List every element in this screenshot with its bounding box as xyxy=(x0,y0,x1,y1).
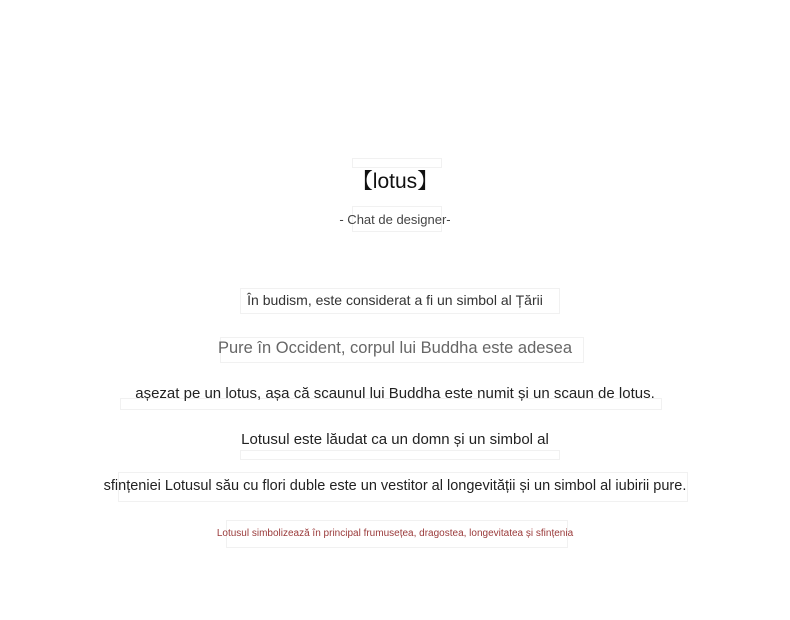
footnote: Lotusul simbolizează în principal frumusețea, dragostea, longevitatea și sfințenia xyxy=(216,528,574,539)
page-subtitle: - Chat de designer- xyxy=(339,212,451,227)
paragraph-line: În budism, este considerat a fi un simbol al Țării xyxy=(247,292,543,308)
page-title: 【lotus】 xyxy=(351,170,439,193)
ghost-box xyxy=(240,450,560,460)
paragraph-line: Pure în Occident, corpul lui Buddha este adesea xyxy=(217,339,573,357)
paragraph-line: sfințeniei Lotusul său cu flori duble este un vestitor al longevității și un simbol al iubirii pure. xyxy=(103,478,687,494)
paragraph-line: așezat pe un lotus, așa că scaunul lui Buddha este numit și un scaun de lotus. xyxy=(135,385,655,402)
paragraph-line: Lotusul este lăudat ca un domn și un simbol al xyxy=(241,431,549,448)
